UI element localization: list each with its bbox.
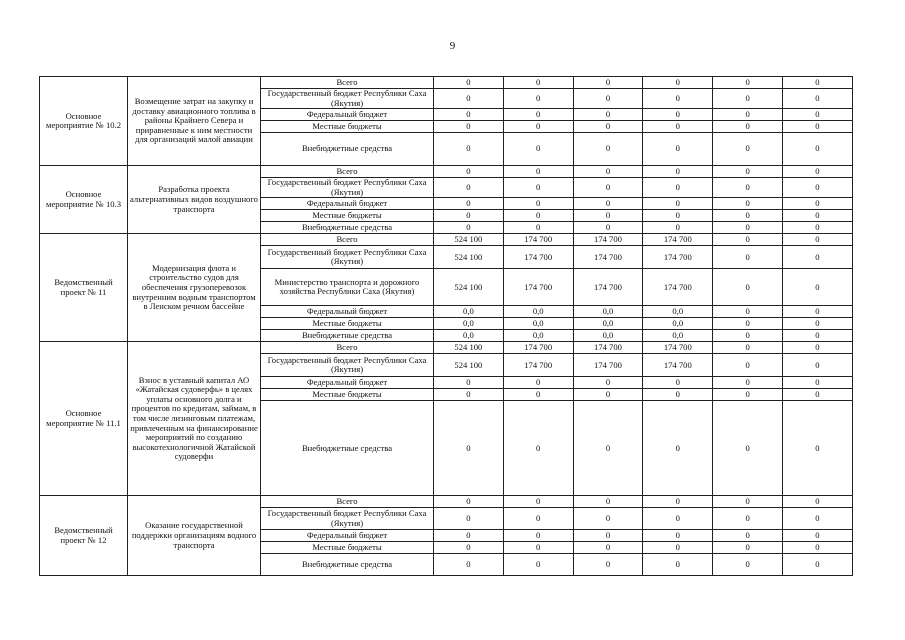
budget-table xyxy=(39,76,853,576)
table-row xyxy=(40,234,853,246)
value-cell: 0 xyxy=(503,178,573,198)
value-cell: 0 xyxy=(782,354,852,377)
funding-source-cell: Всего xyxy=(261,496,434,508)
block-type-cell: Ведомственный проект № 11 xyxy=(40,234,128,342)
value-cell: 0 xyxy=(643,77,713,89)
value-cell: 0 xyxy=(573,508,643,530)
funding-source-cell: Местные бюджеты xyxy=(261,318,434,330)
funding-source-cell: Всего xyxy=(261,234,434,246)
funding-source-cell: Внебюджетные средства xyxy=(261,330,434,342)
value-cell: 174 700 xyxy=(503,234,573,246)
value-cell: 0 xyxy=(713,389,783,401)
value-cell: 0 xyxy=(713,269,783,306)
value-cell: 0,0 xyxy=(573,330,643,342)
value-cell: 0 xyxy=(503,109,573,121)
value-cell: 0 xyxy=(503,508,573,530)
value-cell: 0 xyxy=(434,496,504,508)
value-cell: 0 xyxy=(782,377,852,389)
funding-source-cell: Государственный бюджет Республики Саха (Якутия) xyxy=(261,508,434,530)
value-cell: 174 700 xyxy=(643,269,713,306)
value-cell: 174 700 xyxy=(573,234,643,246)
value-cell: 0 xyxy=(503,89,573,109)
value-cell: 0 xyxy=(713,496,783,508)
value-cell: 174 700 xyxy=(503,246,573,269)
value-cell: 0 xyxy=(643,198,713,210)
block-type-cell: Основное мероприятие № 10.2 xyxy=(40,77,128,166)
value-cell: 0 xyxy=(573,121,643,133)
value-cell: 0 xyxy=(782,269,852,306)
value-cell: 0,0 xyxy=(573,306,643,318)
value-cell: 0 xyxy=(782,133,852,166)
value-cell: 0 xyxy=(713,89,783,109)
value-cell: 0 xyxy=(643,121,713,133)
value-cell: 0 xyxy=(643,401,713,496)
table-row xyxy=(40,342,853,354)
value-cell: 0 xyxy=(573,77,643,89)
funding-source-cell: Всего xyxy=(261,342,434,354)
value-cell: 0 xyxy=(434,121,504,133)
funding-source-cell: Государственный бюджет Республики Саха (Якутия) xyxy=(261,89,434,109)
value-cell: 0 xyxy=(713,246,783,269)
value-cell: 0 xyxy=(713,77,783,89)
value-cell: 0 xyxy=(434,508,504,530)
value-cell: 0 xyxy=(434,530,504,542)
value-cell: 0 xyxy=(434,222,504,234)
value-cell: 0 xyxy=(503,222,573,234)
value-cell: 0 xyxy=(643,133,713,166)
funding-source-cell: Государственный бюджет Республики Саха (Якутия) xyxy=(261,354,434,377)
value-cell: 0 xyxy=(713,306,783,318)
value-cell: 0 xyxy=(643,89,713,109)
value-cell: 174 700 xyxy=(643,234,713,246)
value-cell: 0 xyxy=(782,542,852,554)
table-row xyxy=(40,77,853,89)
value-cell: 524 100 xyxy=(434,234,504,246)
value-cell: 0,0 xyxy=(643,330,713,342)
funding-source-cell: Внебюджетные средства xyxy=(261,222,434,234)
value-cell: 0,0 xyxy=(434,318,504,330)
value-cell: 0 xyxy=(503,121,573,133)
value-cell: 0 xyxy=(713,342,783,354)
value-cell: 0 xyxy=(643,389,713,401)
value-cell: 0 xyxy=(503,496,573,508)
value-cell: 0 xyxy=(573,198,643,210)
value-cell: 0 xyxy=(434,542,504,554)
value-cell: 174 700 xyxy=(503,269,573,306)
value-cell: 0 xyxy=(713,133,783,166)
funding-source-cell: Всего xyxy=(261,166,434,178)
value-cell: 0 xyxy=(434,166,504,178)
value-cell: 0 xyxy=(782,234,852,246)
value-cell: 0 xyxy=(782,109,852,121)
value-cell: 524 100 xyxy=(434,342,504,354)
value-cell: 174 700 xyxy=(643,246,713,269)
value-cell: 0 xyxy=(434,133,504,166)
value-cell: 0 xyxy=(573,133,643,166)
value-cell: 0 xyxy=(643,542,713,554)
funding-source-cell: Всего xyxy=(261,77,434,89)
value-cell: 0 xyxy=(713,210,783,222)
value-cell: 0 xyxy=(782,246,852,269)
value-cell: 0 xyxy=(782,198,852,210)
block-type-cell: Основное мероприятие № 10.3 xyxy=(40,166,128,234)
value-cell: 0 xyxy=(713,354,783,377)
value-cell: 0 xyxy=(643,508,713,530)
value-cell: 0 xyxy=(782,166,852,178)
value-cell: 0 xyxy=(643,554,713,576)
value-cell: 0 xyxy=(573,222,643,234)
value-cell: 0 xyxy=(434,377,504,389)
value-cell: 0 xyxy=(434,401,504,496)
value-cell: 0 xyxy=(713,109,783,121)
value-cell: 0,0 xyxy=(573,318,643,330)
value-cell: 174 700 xyxy=(573,246,643,269)
value-cell: 0 xyxy=(713,530,783,542)
value-cell: 0 xyxy=(434,109,504,121)
funding-source-cell: Местные бюджеты xyxy=(261,210,434,222)
funding-source-cell: Федеральный бюджет xyxy=(261,530,434,542)
funding-source-cell: Местные бюджеты xyxy=(261,121,434,133)
funding-source-cell: Внебюджетные средства xyxy=(261,401,434,496)
value-cell: 0 xyxy=(573,542,643,554)
value-cell: 0 xyxy=(434,210,504,222)
value-cell: 0 xyxy=(573,496,643,508)
block-name-cell: Взнос в уставный капитал АО «Жатайская судоверфь» в целях уплаты основного долга и процентов по кредитам, займам, в том числе лизинговым платежам, привлеченным на финансирование мероприятий по созданию высокотехнологичной Жатайской судоверфи xyxy=(128,342,261,496)
value-cell: 0 xyxy=(573,178,643,198)
value-cell: 0 xyxy=(434,77,504,89)
value-cell: 0 xyxy=(434,198,504,210)
value-cell: 0 xyxy=(713,222,783,234)
value-cell: 0 xyxy=(713,508,783,530)
funding-source-cell: Министерство транспорта и дорожного хозяйства Республики Саха (Якутия) xyxy=(261,269,434,306)
funding-source-cell: Местные бюджеты xyxy=(261,389,434,401)
value-cell: 0 xyxy=(573,377,643,389)
value-cell: 0 xyxy=(643,210,713,222)
value-cell: 0,0 xyxy=(643,306,713,318)
value-cell: 174 700 xyxy=(643,354,713,377)
value-cell: 0 xyxy=(573,89,643,109)
value-cell: 0 xyxy=(713,178,783,198)
value-cell: 174 700 xyxy=(573,342,643,354)
budget-table-body xyxy=(40,77,853,576)
value-cell: 0 xyxy=(713,401,783,496)
value-cell: 0 xyxy=(713,121,783,133)
value-cell: 0 xyxy=(782,89,852,109)
value-cell: 0 xyxy=(782,496,852,508)
value-cell: 0 xyxy=(503,210,573,222)
value-cell: 0 xyxy=(503,530,573,542)
value-cell: 0 xyxy=(503,401,573,496)
value-cell: 174 700 xyxy=(503,354,573,377)
value-cell: 0 xyxy=(643,496,713,508)
value-cell: 0,0 xyxy=(643,318,713,330)
value-cell: 524 100 xyxy=(434,354,504,377)
value-cell: 0,0 xyxy=(503,306,573,318)
value-cell: 0 xyxy=(713,377,783,389)
value-cell: 0 xyxy=(643,109,713,121)
value-cell: 0 xyxy=(503,542,573,554)
value-cell: 174 700 xyxy=(643,342,713,354)
funding-source-cell: Внебюджетные средства xyxy=(261,133,434,166)
value-cell: 0 xyxy=(713,542,783,554)
block-type-cell: Ведомственный проект № 12 xyxy=(40,496,128,576)
value-cell: 0 xyxy=(782,77,852,89)
block-name-cell: Разработка проекта альтернативных видов воздушного транспорта xyxy=(128,166,261,234)
value-cell: 524 100 xyxy=(434,246,504,269)
value-cell: 0 xyxy=(573,554,643,576)
funding-source-cell: Федеральный бюджет xyxy=(261,109,434,121)
value-cell: 0 xyxy=(713,234,783,246)
page-number: 9 xyxy=(449,40,456,52)
block-name-cell: Возмещение затрат на закупку и доставку авиационного топлива в районы Крайнего Севера и приравненные к ним местности для организаций малой авиации xyxy=(128,77,261,166)
value-cell: 0 xyxy=(782,530,852,542)
value-cell: 0 xyxy=(573,389,643,401)
value-cell: 0 xyxy=(503,77,573,89)
value-cell: 0 xyxy=(573,166,643,178)
value-cell: 0 xyxy=(782,389,852,401)
value-cell: 0 xyxy=(503,389,573,401)
value-cell: 0 xyxy=(643,530,713,542)
funding-source-cell: Государственный бюджет Республики Саха (Якутия) xyxy=(261,246,434,269)
block-type-cell: Основное мероприятие № 11.1 xyxy=(40,342,128,496)
value-cell: 0 xyxy=(782,178,852,198)
value-cell: 0 xyxy=(643,222,713,234)
table-row xyxy=(40,166,853,178)
value-cell: 0 xyxy=(503,166,573,178)
table-row xyxy=(40,496,853,508)
value-cell: 0 xyxy=(643,377,713,389)
value-cell: 0 xyxy=(713,554,783,576)
value-cell: 0 xyxy=(782,306,852,318)
value-cell: 0 xyxy=(782,210,852,222)
value-cell: 0 xyxy=(643,178,713,198)
value-cell: 0,0 xyxy=(434,330,504,342)
value-cell: 0 xyxy=(782,330,852,342)
value-cell: 0,0 xyxy=(503,330,573,342)
funding-source-cell: Местные бюджеты xyxy=(261,542,434,554)
value-cell: 0 xyxy=(434,554,504,576)
value-cell: 0 xyxy=(782,318,852,330)
value-cell: 0 xyxy=(573,210,643,222)
funding-source-cell: Федеральный бюджет xyxy=(261,306,434,318)
value-cell: 0 xyxy=(713,166,783,178)
value-cell: 524 100 xyxy=(434,269,504,306)
value-cell: 0 xyxy=(782,554,852,576)
value-cell: 0 xyxy=(503,198,573,210)
value-cell: 174 700 xyxy=(503,342,573,354)
value-cell: 0 xyxy=(782,508,852,530)
value-cell: 0 xyxy=(782,342,852,354)
value-cell: 0 xyxy=(573,109,643,121)
value-cell: 0 xyxy=(713,318,783,330)
value-cell: 0 xyxy=(503,377,573,389)
value-cell: 0 xyxy=(713,198,783,210)
value-cell: 0,0 xyxy=(503,318,573,330)
value-cell: 0 xyxy=(434,178,504,198)
value-cell: 0 xyxy=(573,530,643,542)
value-cell: 0 xyxy=(782,222,852,234)
block-name-cell: Модернизация флота и строительство судов для обеспечения грузоперевозок внутренним водным транспортом в Ленском речном бассейне xyxy=(128,234,261,342)
funding-source-cell: Федеральный бюджет xyxy=(261,377,434,389)
value-cell: 0,0 xyxy=(434,306,504,318)
funding-source-cell: Государственный бюджет Республики Саха (Якутия) xyxy=(261,178,434,198)
value-cell: 0 xyxy=(643,166,713,178)
value-cell: 0 xyxy=(782,121,852,133)
block-name-cell: Оказание государственной поддержки организациям водного транспорта xyxy=(128,496,261,576)
value-cell: 0 xyxy=(782,401,852,496)
value-cell: 0 xyxy=(503,554,573,576)
value-cell: 0 xyxy=(573,401,643,496)
value-cell: 174 700 xyxy=(573,354,643,377)
value-cell: 0 xyxy=(434,389,504,401)
value-cell: 0 xyxy=(713,330,783,342)
value-cell: 0 xyxy=(503,133,573,166)
value-cell: 174 700 xyxy=(573,269,643,306)
funding-source-cell: Внебюджетные средства xyxy=(261,554,434,576)
funding-source-cell: Федеральный бюджет xyxy=(261,198,434,210)
value-cell: 0 xyxy=(434,89,504,109)
